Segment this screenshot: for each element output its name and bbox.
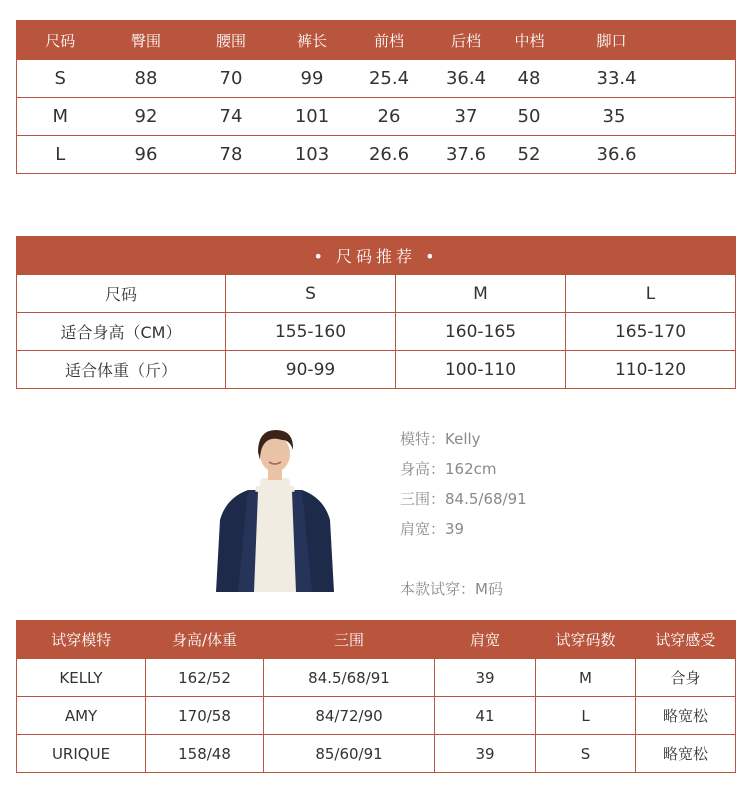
- table-cell: 96: [104, 136, 189, 174]
- table-cell: 41: [435, 697, 536, 735]
- turtleneck-collar: [260, 478, 290, 492]
- table-cell: 合身: [636, 659, 736, 697]
- header-height-weight: 身高/体重: [146, 621, 264, 659]
- table-cell: 37.6: [428, 136, 505, 174]
- model-photo: [198, 420, 352, 592]
- table-cell: 100-110: [396, 351, 566, 389]
- table-cell: 36.6: [587, 136, 736, 174]
- table-cell: S: [226, 275, 396, 313]
- table-cell: 33.4: [587, 60, 736, 98]
- table-cell: 170/58: [146, 697, 264, 735]
- tryon-table: [16, 620, 736, 773]
- header-shoulder: 肩宽: [435, 621, 536, 659]
- table-cell: 92: [104, 98, 189, 136]
- table-cell: 略宽松: [636, 697, 736, 735]
- table-cell: 36.4: [428, 60, 505, 98]
- table-cell: 尺码: [17, 275, 226, 313]
- table-cell: 90-99: [226, 351, 396, 389]
- table-cell: 99: [274, 60, 351, 98]
- header-hem: 脚口: [587, 21, 736, 60]
- table-cell: 78: [189, 136, 274, 174]
- model-info: [400, 424, 527, 604]
- model-shoulder: 肩宽：39: [400, 520, 465, 538]
- header-model: 试穿模特: [17, 621, 146, 659]
- table-cell: 101: [274, 98, 351, 136]
- table-cell: 110-120: [566, 351, 736, 389]
- table-cell: 52: [505, 136, 587, 174]
- table-cell: 165-170: [566, 313, 736, 351]
- table-cell: 155-160: [226, 313, 396, 351]
- table-row: [17, 313, 736, 351]
- table-cell: 84.5/68/91: [264, 659, 435, 697]
- table-cell: URIQUE: [17, 735, 146, 773]
- table-cell: 35: [587, 98, 736, 136]
- table-cell: 103: [274, 136, 351, 174]
- header-front-rise: 前档: [351, 21, 428, 60]
- table-row: [17, 659, 736, 697]
- header-back-rise: 后档: [428, 21, 505, 60]
- table-cell: M: [396, 275, 566, 313]
- table-cell: 26.6: [351, 136, 428, 174]
- header-feeling: 试穿感受: [636, 621, 736, 659]
- table-row: [17, 735, 736, 773]
- header-knee: 中档: [505, 21, 587, 60]
- table-cell: 160-165: [396, 313, 566, 351]
- table-cell: 39: [435, 735, 536, 773]
- table-cell: 88: [104, 60, 189, 98]
- table-cell: 39: [435, 659, 536, 697]
- table-row: [17, 136, 736, 174]
- model-tryon-size: 本款试穿：M码: [400, 580, 503, 598]
- table-cell: M: [17, 98, 104, 136]
- turtleneck-shape: [252, 486, 298, 592]
- table-cell: 70: [189, 60, 274, 98]
- table-cell: AMY: [17, 697, 146, 735]
- model-height: 身高：162cm: [400, 460, 497, 478]
- table-row: [17, 275, 736, 313]
- model-measurements: 三围：84.5/68/91: [400, 490, 527, 508]
- model-name: 模特：Kelly: [400, 430, 481, 448]
- table-cell: 84/72/90: [264, 697, 435, 735]
- table-cell: 85/60/91: [264, 735, 435, 773]
- table-cell: 适合身高（CM）: [17, 313, 226, 351]
- size-table: [16, 20, 736, 174]
- table-cell: L: [566, 275, 736, 313]
- header-measurements: 三围: [264, 621, 435, 659]
- recommend-table-title: • 尺码推荐 •: [17, 237, 736, 275]
- spacer: [400, 544, 527, 574]
- header-hip: 臀围: [104, 21, 189, 60]
- size-table-header: [17, 21, 736, 60]
- table-cell: 适合体重（斤）: [17, 351, 226, 389]
- table-row: [17, 697, 736, 735]
- header-length: 裤长: [274, 21, 351, 60]
- table-cell: 48: [505, 60, 587, 98]
- header-tryon-size: 试穿码数: [536, 621, 636, 659]
- header-waist: 腰围: [189, 21, 274, 60]
- table-cell: 37: [428, 98, 505, 136]
- table-cell: S: [17, 60, 104, 98]
- table-cell: 25.4: [351, 60, 428, 98]
- table-row: [17, 98, 736, 136]
- header-size: 尺码: [17, 21, 104, 60]
- recommend-table: [16, 236, 736, 389]
- table-cell: L: [17, 136, 104, 174]
- table-cell: 略宽松: [636, 735, 736, 773]
- model-illustration: [198, 420, 352, 592]
- table-cell: 74: [189, 98, 274, 136]
- table-row: [17, 351, 736, 389]
- tryon-table-header: [17, 621, 736, 659]
- table-cell: M: [536, 659, 636, 697]
- table-row: [17, 60, 736, 98]
- recommend-table-title-row: [17, 237, 736, 275]
- table-cell: 162/52: [146, 659, 264, 697]
- table-cell: 26: [351, 98, 428, 136]
- table-cell: 158/48: [146, 735, 264, 773]
- table-cell: S: [536, 735, 636, 773]
- table-cell: L: [536, 697, 636, 735]
- table-cell: 50: [505, 98, 587, 136]
- table-cell: KELLY: [17, 659, 146, 697]
